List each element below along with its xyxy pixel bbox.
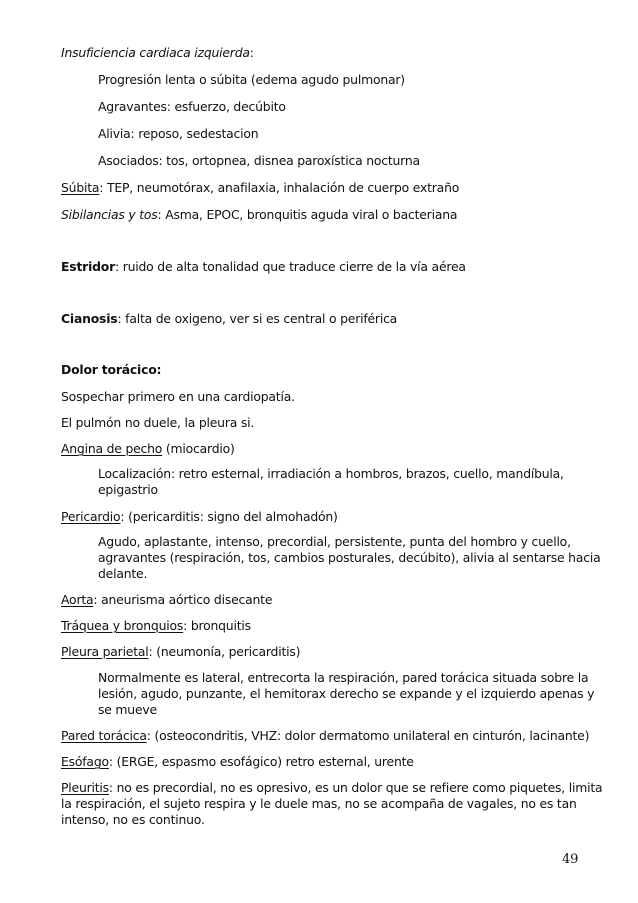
page-number: 49 <box>562 852 579 867</box>
esofago-term: Esófago <box>61 754 109 769</box>
pericardio-detail-1: Agudo, aplastante, intenso, precordial, persistente, punta del hombro y cuello, <box>98 534 571 549</box>
pleura-detail-3: se mueve <box>98 702 157 717</box>
traquea-term: Tráquea y bronquios <box>61 618 184 633</box>
pared-line: Pared torácica: (osteocondritis, VHZ: dolor dermatomo unilateral en cinturón, lacinante) <box>61 728 590 743</box>
pericardio-line: Pericardio: (pericarditis: signo del almohadón) <box>61 509 338 524</box>
pleuritis-line-2: la respiración, el sujeto respira y le duele mas, no se acompaña de vagales, no es tan <box>61 796 577 811</box>
pericardio-detail-2: agravantes (respiración, tos, cambios posturales, decúbito), alivia al sentarse hacia <box>98 550 601 565</box>
pleura-detail-2: lesión, agudo, punzante, el hemitorax derecho se expande y el izquierdo apenas y <box>98 686 595 701</box>
sibilancias-line: Sibilancias y tos: Asma, EPOC, bronquitis aguda viral o bacteriana <box>61 207 458 222</box>
cianosis-term: Cianosis <box>61 311 118 326</box>
pleura-detail-1: Normalmente es lateral, entrecorta la respiración, pared torácica situada sobre la <box>98 670 589 685</box>
angina-detail-1: Localización: retro esternal, irradiación a hombros, brazos, cuello, mandíbula, <box>98 466 564 481</box>
dolor-toracico-heading: Dolor torácico: <box>61 362 162 377</box>
pleuritis-term: Pleuritis <box>61 780 109 795</box>
alivia-line: Alivia: reposo, sedestacion <box>98 126 259 141</box>
estridor-line: Estridor: ruido de alta tonalidad que traduce cierre de la vía aérea <box>61 259 466 274</box>
traquea-line: Tráquea y bronquios: bronquitis <box>61 618 251 633</box>
asociados-line: Asociados: tos, ortopnea, disnea paroxística nocturna <box>98 153 420 168</box>
aorta-term: Aorta <box>61 592 94 607</box>
esofago-line: Esófago: (ERGE, espasmo esofágico) retro esternal, urente <box>61 754 414 769</box>
agravantes-line: Agravantes: esfuerzo, decúbito <box>98 99 286 114</box>
pleuritis-line-1: Pleuritis: no es precordial, no es opresivo, es un dolor que se refiere como piquetes, limita <box>61 780 603 795</box>
pericardio-detail-3: delante. <box>98 566 148 581</box>
dolor-line-1: Sospechar primero en una cardiopatía. <box>61 389 295 404</box>
pleura-line: Pleura parietal: (neumonía, pericarditis) <box>61 644 301 659</box>
angina-line: Angina de pecho (miocardio) <box>61 441 235 456</box>
pleuritis-line-3: intenso, no es continuo. <box>61 812 205 827</box>
angina-detail-2: epigastrio <box>98 482 158 497</box>
sibilancias-term: Sibilancias y tos <box>61 207 158 222</box>
subita-term: Súbita <box>61 180 100 195</box>
aorta-line: Aorta: aneurisma aórtico disecante <box>61 592 273 607</box>
pericardio-term: Pericardio <box>61 509 121 524</box>
pleura-term: Pleura parietal <box>61 644 149 659</box>
heading-insuficiencia-cardiaca-izquierda: Insuficiencia cardiaca izquierda: <box>61 45 254 60</box>
progresion-line: Progresión lenta o súbita (edema agudo pulmonar) <box>98 72 405 87</box>
cianosis-line: Cianosis: falta de oxigeno, ver si es central o periférica <box>61 311 398 326</box>
subita-line: Súbita: TEP, neumotórax, anafilaxia, inhalación de cuerpo extraño <box>61 180 460 195</box>
angina-term: Angina de pecho <box>61 441 163 456</box>
estridor-term: Estridor <box>61 259 116 274</box>
pared-term: Pared torácica <box>61 728 147 743</box>
dolor-line-2: El pulmón no duele, la pleura si. <box>61 415 255 430</box>
